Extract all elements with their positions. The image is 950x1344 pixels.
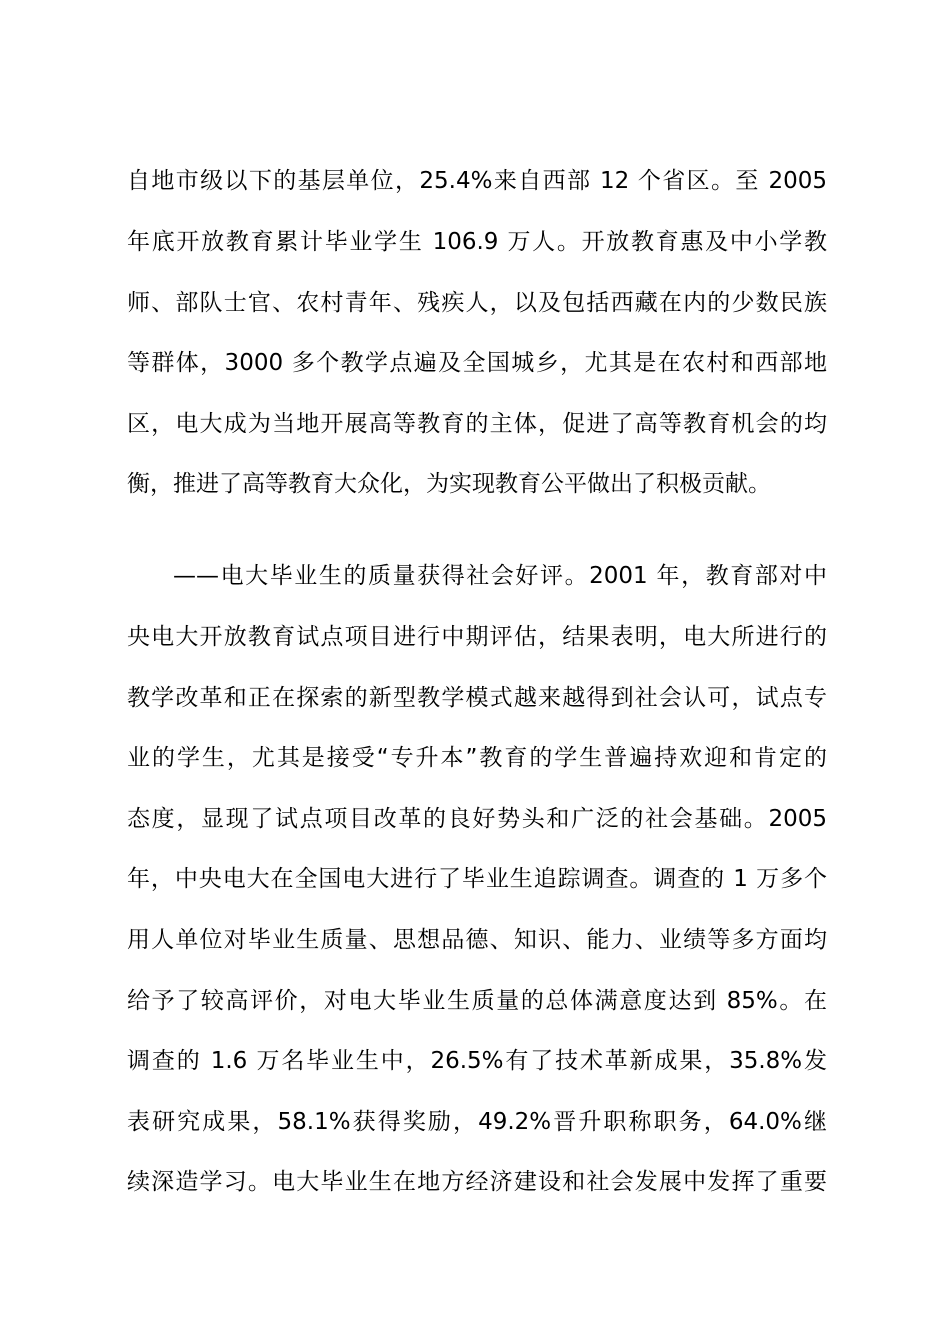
text-line: 自地市级以下的基层单位，25.4%来自西部 12 个省区。至 2005 — [127, 168, 827, 194]
text-line: 年，中央电大在全国电大进行了毕业生追踪调查。调查的 1 万多个 — [127, 866, 827, 892]
text-line: 业的学生，尤其是接受“专升本”教育的学生普遍持欢迎和肯定的 — [127, 745, 827, 771]
text-line: 表研究成果，58.1%获得奖励，49.2%晋升职称职务，64.0%继 — [127, 1109, 827, 1135]
text-line: 师、部队士官、农村青年、残疾人，以及包括西藏在内的少数民族 — [127, 290, 827, 316]
text-line: 教学改革和正在探索的新型教学模式越来越得到社会认可，试点专 — [127, 685, 827, 711]
text-line: 年底开放教育累计毕业学生 106.9 万人。开放教育惠及中小学教 — [127, 229, 827, 255]
text-line: 等群体，3000 多个教学点遍及全国城乡，尤其是在农村和西部地 — [127, 350, 827, 376]
text-line: 续深造学习。电大毕业生在地方经济建设和社会发展中发挥了重要 — [127, 1169, 827, 1195]
text-line: 用人单位对毕业生质量、思想品德、知识、能力、业绩等多方面均 — [127, 927, 827, 953]
text-line-last: 衡，推进了高等教育大众化，为实现教育公平做出了积极贡献。 — [127, 471, 771, 497]
text-line: 调查的 1.6 万名毕业生中，26.5%有了技术革新成果，35.8%发 — [127, 1048, 827, 1074]
text-line: 给予了较高评价，对电大毕业生质量的总体满意度达到 85%。在 — [127, 988, 827, 1014]
text-line: 央电大开放教育试点项目进行中期评估，结果表明，电大所进行的 — [127, 624, 827, 650]
text-line: 态度，显现了试点项目改革的良好势头和广泛的社会基础。2005 — [127, 806, 827, 832]
text-line: 区，电大成为当地开展高等教育的主体，促进了高等教育机会的均 — [127, 411, 827, 437]
text-line-indented: ——电大毕业生的质量获得社会好评。2001 年，教育部对中 — [173, 563, 827, 589]
